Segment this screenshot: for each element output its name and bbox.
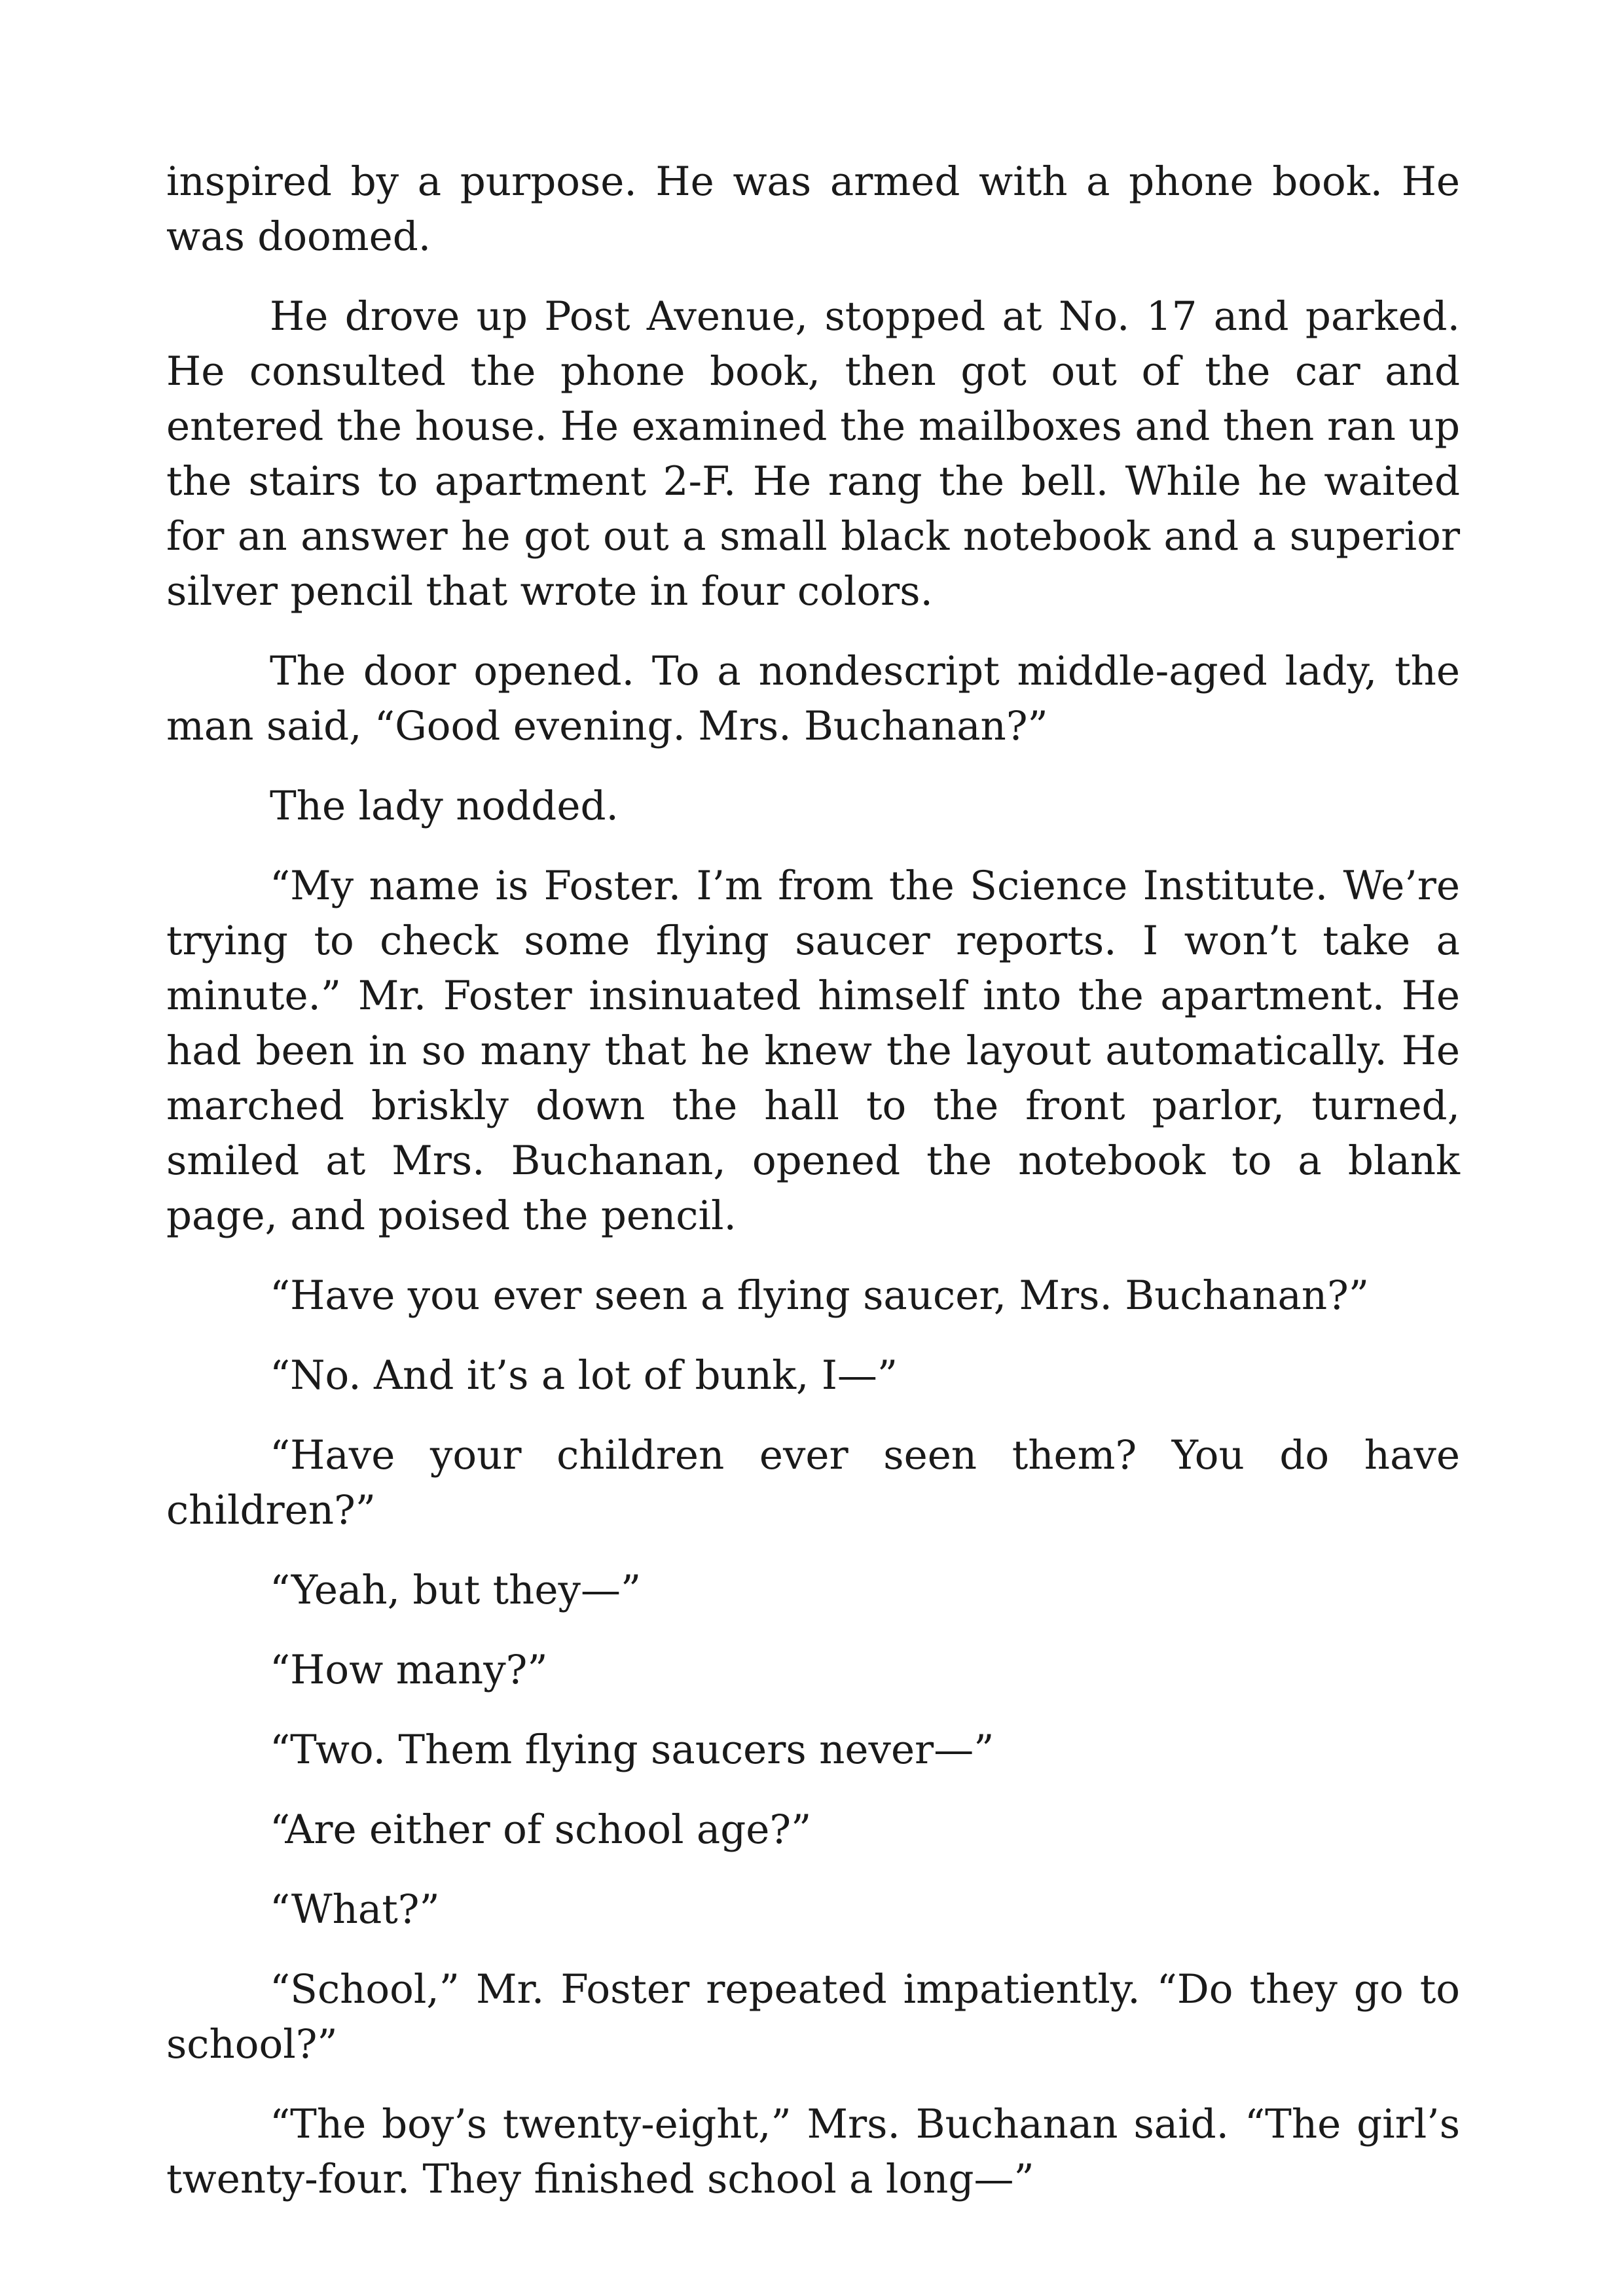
paragraph: “What?” <box>270 1886 440 1933</box>
paragraph: “Have you ever seen a flying saucer, Mrs. Buchanan?” <box>270 1272 1370 1319</box>
paragraph: He drove up Post Avenue, stopped at No. 17 and parked. He consulted the phone book, then got out of the car and entered the house. He examined the mailboxes and then ran up the stairs to apartment 2-F. He rang the bell. While he waited for an answer he got out a small black notebook and a superior silver pencil that wrote in four colors. <box>166 293 1460 615</box>
paragraph: “School,” Mr. Foster repeated impatiently. “Do they go to school?” <box>166 1966 1460 2068</box>
paragraph: “How many?” <box>270 1647 548 1693</box>
paragraph: The lady nodded. <box>270 783 619 829</box>
paragraph: inspired by a purpose. He was armed with a phone book. He was doomed. <box>166 158 1460 260</box>
paragraph: The door opened. To a nondescript middle-aged lady, the man said, “Good evening. Mrs. Buchanan?” <box>166 648 1460 749</box>
body-text <box>166 154 1460 2232</box>
paragraph: “No. And it’s a lot of bunk, I—” <box>270 1352 898 1399</box>
paragraph: “Are either of school age?” <box>270 1806 812 1853</box>
paragraph: “Yeah, but they—” <box>270 1567 642 1613</box>
paragraph: “My name is Foster. I’m from the Science Institute. We’re trying to check some flying saucer reports. I won’t take a minute.” Mr. Foster insinuated himself into the apartment. He had been in so many that he knew the layout automatically. He marched briskly down the hall to the front parlor, turned, smiled at Mrs. Buchanan, opened the notebook to a blank page, and poised the pencil. <box>166 863 1460 1239</box>
paragraph: “Have your children ever seen them? You do have children?” <box>166 1432 1460 1534</box>
paragraph: “The boy’s twenty-eight,” Mrs. Buchanan said. “The girl’s twenty-four. They finished school a long—” <box>166 2101 1460 2202</box>
paragraph: “Two. Them flying saucers never—” <box>270 1727 994 1773</box>
